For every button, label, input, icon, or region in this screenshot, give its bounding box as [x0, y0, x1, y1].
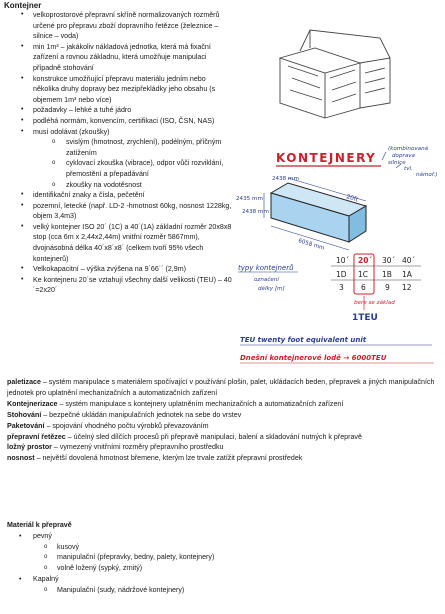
code-1D: 1D	[336, 270, 347, 279]
material-list	[7, 531, 437, 596]
definition-kontejnerizace: Kontejnerizace – systém manipulace s kontejnery uplatněním mechanizačních a automatizačních zařízení	[7, 399, 344, 408]
bullet-icon: •	[21, 222, 24, 230]
bullet-icon: •	[21, 11, 24, 18]
dim-width-label: 2438 mm	[242, 209, 269, 215]
svg-text:námoř.): námoř.)	[416, 172, 438, 178]
list-item: • Velkokapacitní – výška zvýšena na 9´66´´ (2,9m)	[21, 265, 186, 274]
list-item: • požadavky – lehké a tuhé jádro	[21, 106, 132, 115]
definition-prepravni-retezec: přepravní řetězec – účelný sled dílčích procesů při přepravě manipulaci, balení a skladování nutných k přepravě	[7, 432, 362, 441]
col-10: 10´	[336, 256, 350, 265]
page-title: Kontejner	[4, 1, 42, 10]
list-item: • velkoprostorové přepravní skříně normalizovaných rozměrů určené pro přepravu zboží dopravního řetězce (železnice – silnice – voda)	[21, 11, 220, 41]
svg-text:silnice: silnice	[388, 160, 406, 166]
material-heading: Materiál k přepravě	[7, 521, 72, 529]
list-item: • velký kontejner ISO 20´ (1C) a 40´(1A) základní rozměr 20x8x8 stop (cca 6m x 2,44x2,44m) vnitřní rozměr 5867mm), dvojnásobná délka 40´x8´x8´ (celkem tvoří 95% všech kontejnerů)	[21, 222, 232, 263]
row-label-lengths: délky [m]	[258, 286, 285, 292]
sub-list-item: o manipulační (přepravky, bedny, palety, kontejnery)	[44, 553, 215, 562]
sub-list-item: o zkoušky na vodotěsnost	[52, 180, 142, 189]
row-label-codes: označení	[254, 277, 279, 283]
col-30: 30´	[382, 256, 396, 265]
len-3: 3	[339, 283, 344, 292]
circle-bullet-icon: o	[44, 586, 48, 593]
circle-bullet-icon: o	[52, 181, 56, 188]
bullet-icon: •	[21, 74, 24, 82]
list-item: • pevný	[19, 531, 52, 540]
definition-lozny-prostor: ložný prostor – vymezený vnitřními rozměry přepravního prostředku	[7, 443, 224, 452]
bullet-icon: •	[21, 127, 24, 135]
sub-list-item: o cyklovací zkouška (vibrace), odpor vůči rozviklání, přemostění a přepadávání	[52, 159, 224, 178]
sub-list-item: o volně ložený (sypký, zrnitý)	[44, 564, 143, 573]
circle-bullet-icon: o	[44, 554, 48, 561]
container-bullet-list	[0, 10, 232, 296]
dim-length-ft-label: 20ft	[345, 193, 359, 204]
definition-nosnost: nosnost – největší dovolená hmotnost břemene, kterým lze trvale zatížit přepravní prostředek	[7, 454, 303, 463]
circle-bullet-icon: o	[52, 139, 56, 146]
bullet-icon: •	[19, 531, 22, 540]
list-item: • pozemní, letecké (např. LD-2 -hmotnost 60kg, nosnost 1228kg, objem 3,4m3)	[21, 201, 232, 221]
len-9: 9	[385, 283, 390, 292]
bullet-icon: •	[21, 275, 24, 283]
bullet-icon: •	[21, 116, 24, 124]
code-1C: 1C	[358, 270, 369, 279]
todays-ships-line: Dnešní kontejnerové lodě → 6000TEU	[240, 354, 387, 362]
material-section	[7, 520, 437, 596]
svg-text:tvl.: tvl.	[404, 166, 413, 172]
list-item: • konstrukce umožňující přepravu materiálu jedním nebo několika druhy dopravy bez mezipřekládky jeho obsahu (s objemem 1m³ nebo více)	[21, 74, 216, 104]
types-label: typy kontejnerů	[238, 264, 294, 272]
code-1B: 1B	[382, 270, 392, 279]
teu-line: TEU twenty foot equivalent unit	[240, 336, 367, 344]
list-item: • Kapalný	[19, 574, 59, 583]
bullet-icon: •	[21, 265, 24, 273]
bullet-icon: •	[19, 574, 22, 583]
sketch-heading: KONTEJNERY	[276, 151, 377, 165]
circle-bullet-icon: o	[52, 160, 56, 167]
list-item: • identifikační znaky a čísla, pečetění	[21, 191, 145, 200]
teu-box-label: 1TEU	[352, 313, 378, 323]
definition-paletizace: paletizace – systém manipulace s materiálem spočívající v používání plošin, palet, ukládacích beden, přepravek a jiných manipulačních jednotek pro uplatnění mechanizačních a automatizačních zařízení	[7, 378, 435, 397]
list-item: • podléhá normám, konvencím, certifikaci (ISO, ČSN, NAS)	[21, 116, 215, 125]
container-sketch-drawing	[236, 138, 441, 373]
container-sketch	[236, 138, 441, 373]
dim-side-label: 2435 mm	[236, 196, 263, 202]
base-note: bere se základ	[354, 300, 395, 306]
sub-list-item: o svislým (hmotnost, zrychlení), podélným, příčným zatížením	[52, 138, 222, 157]
code-1A: 1A	[402, 270, 412, 279]
bullet-icon: •	[21, 191, 24, 199]
test-sub-list	[52, 137, 232, 190]
col-20: 20´	[358, 256, 373, 265]
svg-text:doprava: doprava	[392, 153, 415, 159]
dim-height-label: 2438 mm	[272, 176, 299, 182]
definitions-section	[7, 377, 437, 464]
circle-bullet-icon: o	[44, 543, 48, 550]
svg-text:(kombinovaná: (kombinovaná	[388, 146, 429, 152]
list-item: • Ke kontejneru 20´se vztahují všechny další velikosti (TEU) – 40´=2x20´	[21, 275, 232, 295]
sub-list-item: o kusový	[44, 542, 80, 551]
circle-bullet-icon: o	[44, 565, 48, 572]
len-6: 6	[361, 283, 366, 292]
dim-length-label: 6058 mm	[297, 238, 325, 252]
sub-list-item: o Manipulační (sudy, nádržové kontejnery)	[44, 585, 185, 594]
bullet-icon: •	[21, 201, 24, 209]
len-12: 12	[402, 283, 412, 292]
list-item: • musí odolávat (zkoušky) o svislým (hmotnost, zrychlení), podélným, příčným zatížením o cyklovací zkouška (vibrace), odpor vůči rozviklání, přemostění a přepadávání o zkoušky na vodotěsnost	[0, 127, 232, 191]
col-40: 40´	[402, 256, 416, 265]
list-item: • min 1m³ – jakákoliv nákladová jednotka, která má fixační zařízení a rovnou základnu, která umožňuje manipulaci případně stohování	[21, 42, 211, 72]
crane-sketch-illustration	[240, 18, 440, 138]
bullet-icon: •	[21, 106, 24, 114]
definition-stohovani: Stohování – bezpečné ukládán manipulačních jednotek na sebe do vrstev	[7, 410, 242, 419]
bullet-icon: •	[21, 42, 24, 50]
definition-paketovani: Paketování – spojování vhodného počtu výrobků převazováním	[7, 421, 209, 430]
